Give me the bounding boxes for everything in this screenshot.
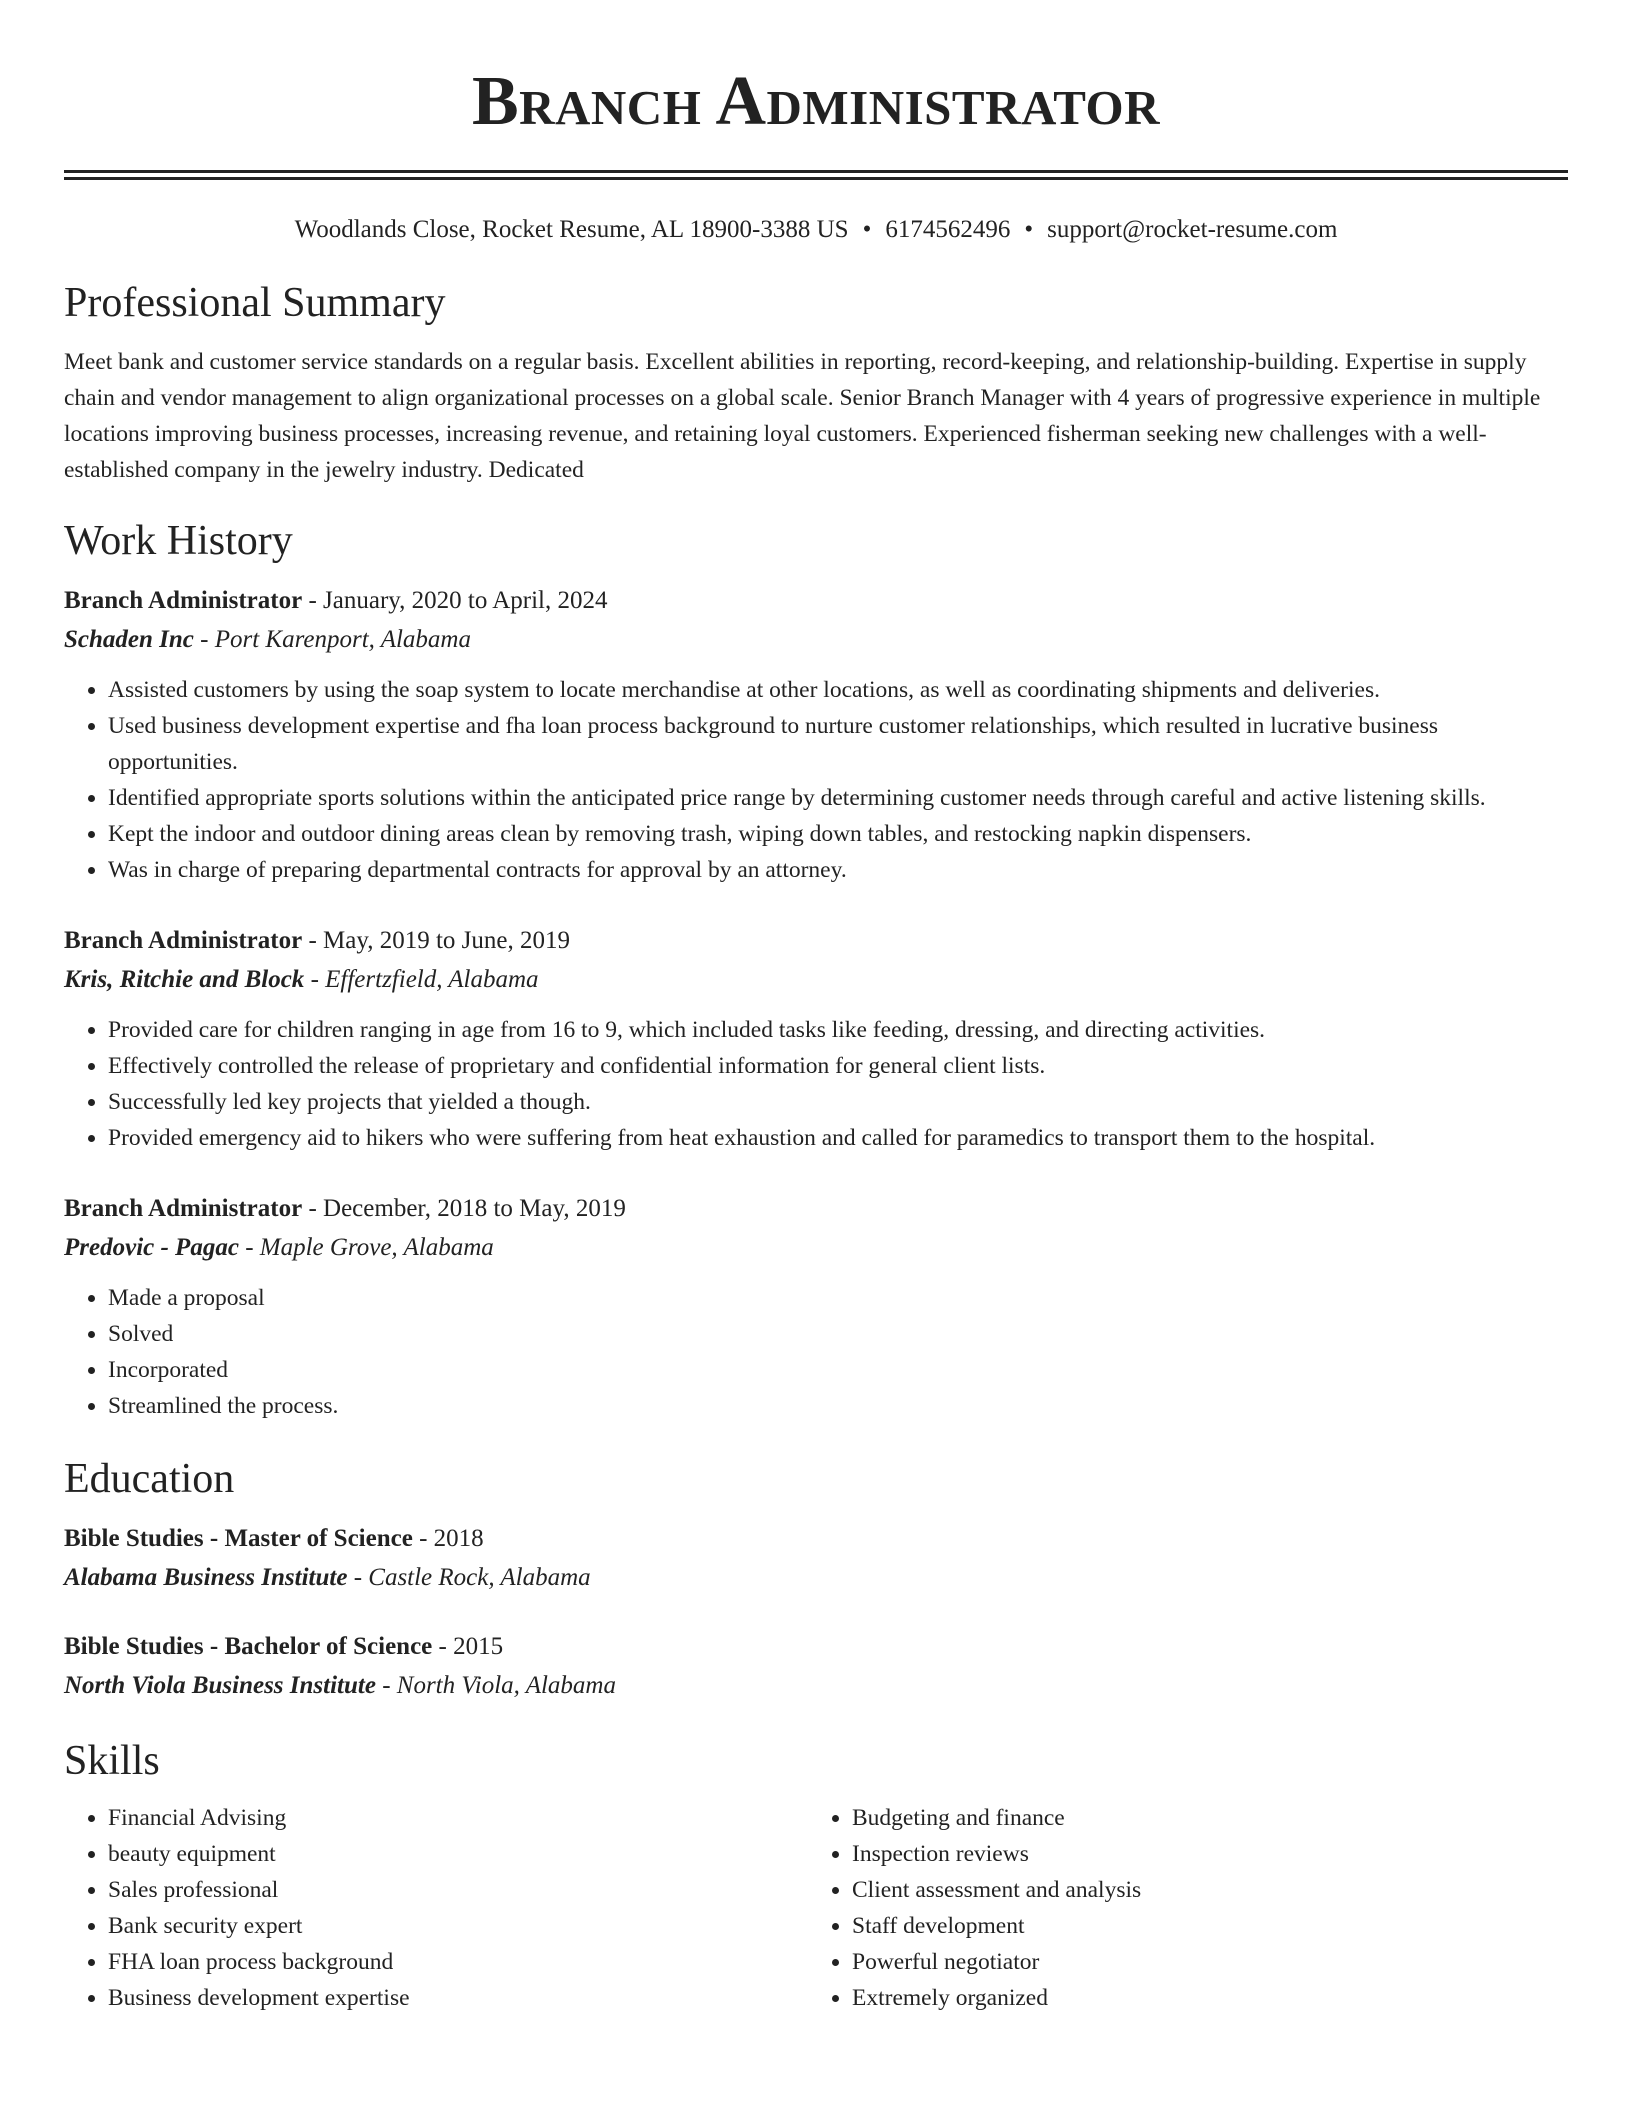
education-school: Alabama Business Institute <box>64 1564 348 1591</box>
job-company-line <box>64 1228 1568 1268</box>
section-title-education: Education <box>64 1456 235 1502</box>
section-title-work-history: Work History <box>64 518 293 564</box>
job-entry <box>64 582 1568 888</box>
education-year: - 2018 <box>412 1525 484 1552</box>
skill-item: • beauty equipment <box>108 1836 808 1872</box>
list-item: • Kept the indoor and outdoor dining areas clean by removing trash, wiping down tables, and restocking napkin dispensers. <box>108 816 1568 852</box>
header-double-rule <box>64 170 1568 180</box>
job-heading <box>64 922 1568 960</box>
education-school-line <box>64 1666 1568 1706</box>
skills-list-left <box>64 1800 808 2016</box>
job-bullets <box>64 1280 1568 1424</box>
section-title-skills: Skills <box>64 1738 160 1784</box>
job-role: Branch Administrator <box>64 587 303 614</box>
job-heading <box>64 1190 1568 1228</box>
job-company: Predovic - Pagac <box>64 1234 239 1261</box>
list-item: • Used business development expertise and fha loan process background to nurture customer relationships, which resulted in lucrative business opportunities. <box>108 708 1568 780</box>
job-role: Branch Administrator <box>64 1195 303 1222</box>
list-item: • Streamlined the process. <box>108 1388 1568 1424</box>
skill-item: • FHA loan process background <box>108 1944 808 1980</box>
list-item: • Made a proposal <box>108 1280 1568 1316</box>
bullet-separator: • <box>1024 216 1034 243</box>
education-location: - North Viola, Alabama <box>375 1672 616 1699</box>
skill-item: • Budgeting and finance <box>852 1800 1552 1836</box>
education-entry <box>64 1520 1568 1598</box>
skills-columns <box>64 1800 1568 2016</box>
skill-item: • Powerful negotiator <box>852 1944 1552 1980</box>
skill-item: • Sales professional <box>108 1872 808 1908</box>
list-item: • Assisted customers by using the soap system to locate merchandise at other locations, as well as coordinating shipments and deliveries. <box>108 672 1568 708</box>
skills-list-right <box>808 1800 1552 2016</box>
job-heading <box>64 582 1568 620</box>
job-bullets <box>64 1012 1568 1156</box>
job-dates: - January, 2020 to April, 2024 <box>302 587 608 614</box>
list-item: • Provided care for children ranging in age from 16 to 9, which included tasks like feeding, dressing, and directing activities. <box>108 1012 1568 1048</box>
list-item: • Effectively controlled the release of proprietary and confidential information for general client lists. <box>108 1048 1568 1084</box>
list-item: • Identified appropriate sports solutions within the anticipated price range by determining customer needs through careful and active listening skills. <box>108 780 1568 816</box>
resume-name: Branch Administrator <box>471 63 1161 140</box>
skill-item: • Bank security expert <box>108 1908 808 1944</box>
education-entry <box>64 1628 1568 1706</box>
skill-item: • Financial Advising <box>108 1800 808 1836</box>
list-item: • Incorporated <box>108 1352 1568 1388</box>
job-bullets <box>64 672 1568 888</box>
contact-line <box>64 214 1568 246</box>
job-location: - Effertzfield, Alabama <box>304 966 539 993</box>
skill-item: • Inspection reviews <box>852 1836 1552 1872</box>
list-item: • Solved <box>108 1316 1568 1352</box>
education-degree: Bible Studies - Bachelor of Science <box>64 1633 433 1660</box>
job-entry <box>64 922 1568 1156</box>
education-school-line <box>64 1558 1568 1598</box>
section-title-summary: Professional Summary <box>64 280 446 326</box>
job-dates: - December, 2018 to May, 2019 <box>302 1195 626 1222</box>
contact-email: support@rocket-resume.com <box>1047 216 1338 243</box>
skill-item: • Staff development <box>852 1908 1552 1944</box>
bullet-separator: • <box>862 216 872 243</box>
list-item: • Successfully led key projects that yielded a though. <box>108 1084 1568 1120</box>
job-dates: - May, 2019 to June, 2019 <box>302 927 571 954</box>
list-item: • Provided emergency aid to hikers who were suffering from heat exhaustion and called for paramedics to transport them to the hospital. <box>108 1120 1568 1156</box>
education-school: North Viola Business Institute <box>64 1672 376 1699</box>
job-location: - Maple Grove, Alabama <box>238 1234 494 1261</box>
skill-item: • Business development expertise <box>108 1980 808 2016</box>
list-item: • Was in charge of preparing departmental contracts for approval by an attorney. <box>108 852 1568 888</box>
job-company: Kris, Ritchie and Block <box>64 966 305 993</box>
skill-item: • Client assessment and analysis <box>852 1872 1552 1908</box>
education-location: - Castle Rock, Alabama <box>347 1564 591 1591</box>
job-company-line <box>64 960 1568 1000</box>
summary-text: Meet bank and customer service standards on a regular basis. Excellent abilities in reporting, record-keeping, and relationship-building. Expertise in supply chain and vendor management to align organizational processes on a global scale. Senior Branch Manager with 4 years of progressive experience in multiple locations improving business processes, increasing revenue, and retaining loyal customers. Experienced fisherman seeking new challenges with a well-established company in the jewelry industry. Dedicated <box>64 349 1541 483</box>
education-year: - 2015 <box>432 1633 504 1660</box>
contact-phone: 6174562496 <box>885 216 1011 243</box>
education-heading <box>64 1520 1568 1558</box>
contact-address: Woodlands Close, Rocket Resume, AL 18900-3388 US <box>294 216 849 243</box>
job-location: - Port Karenport, Alabama <box>193 626 471 653</box>
job-entry <box>64 1190 1568 1424</box>
job-company: Schaden Inc <box>64 626 194 653</box>
education-degree: Bible Studies - Master of Science <box>64 1525 413 1552</box>
job-company-line <box>64 620 1568 660</box>
skill-item: • Extremely organized <box>852 1980 1552 2016</box>
education-heading <box>64 1628 1568 1666</box>
job-role: Branch Administrator <box>64 927 303 954</box>
